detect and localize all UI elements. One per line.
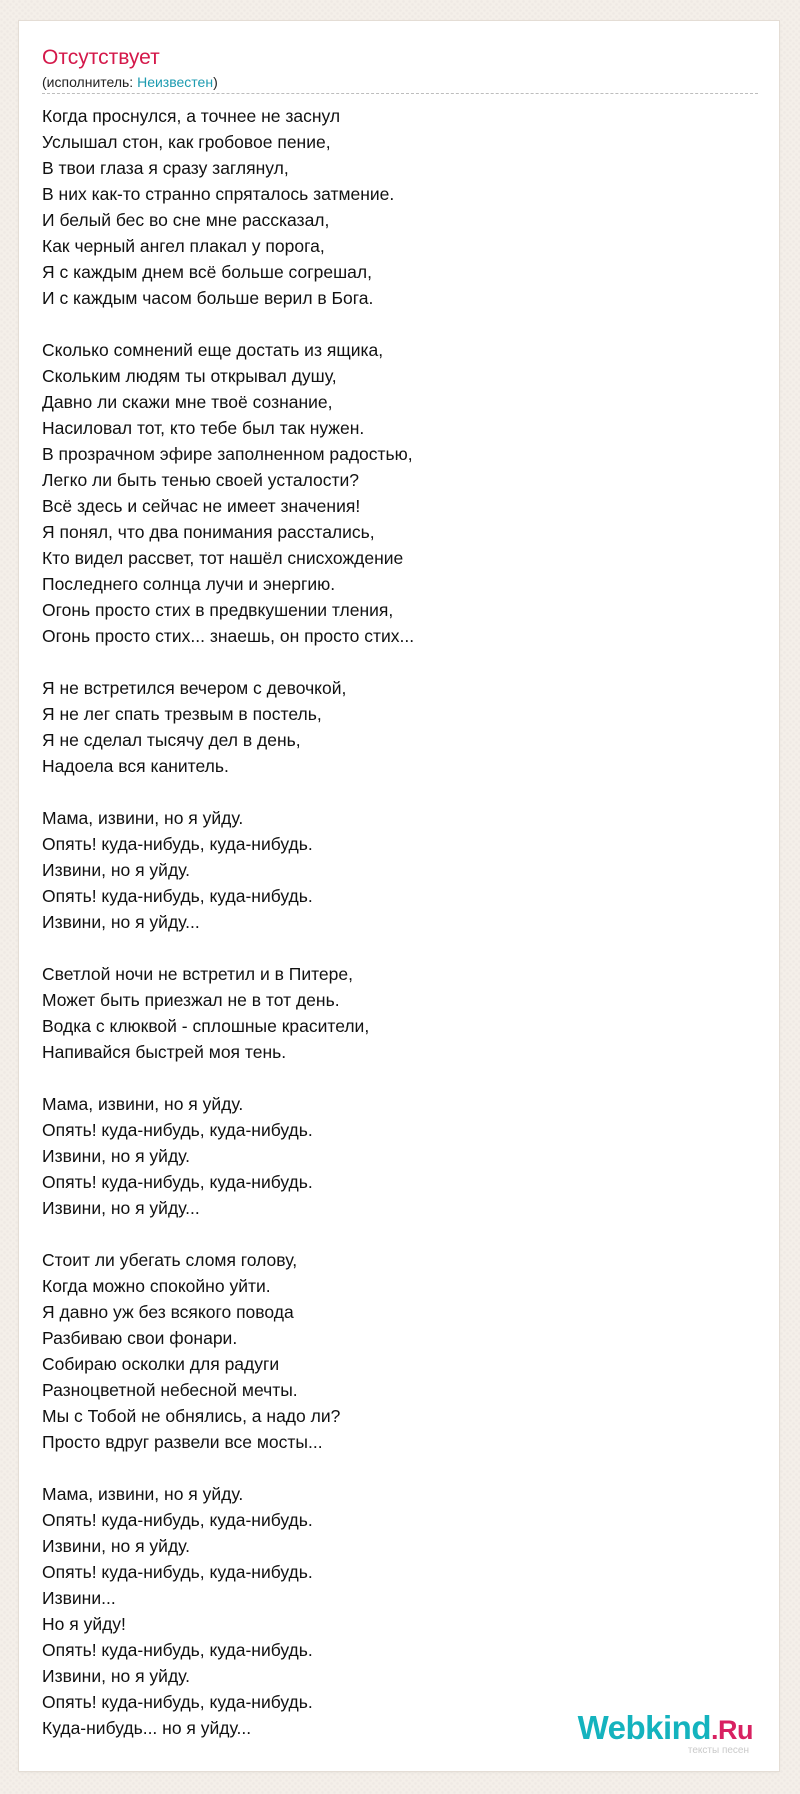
song-title: Отсутствует	[42, 46, 160, 69]
lyric-line: Извини...	[42, 1588, 116, 1608]
lyric-line: Я понял, что два понимания расстались,	[42, 522, 375, 542]
lyric-line: Опять! куда-нибудь, куда-нибудь.	[42, 1640, 313, 1660]
lyrics-stanza	[42, 103, 758, 311]
lyric-line: Собираю осколки для радуги	[42, 1354, 280, 1374]
lyric-line: Огонь просто стих... знаешь, он просто стих...	[42, 626, 415, 646]
lyrics-stanza	[42, 1481, 758, 1741]
lyric-line: Сколько сомнений еще достать из ящика,	[42, 340, 384, 360]
lyric-line: Светлой ночи не встретил и в Питере,	[42, 964, 353, 984]
lyrics-stanza	[42, 337, 758, 649]
lyric-line: Надоела вся канитель.	[42, 756, 229, 776]
lyric-line: Мама, извини, но я уйду.	[42, 1094, 244, 1114]
lyrics-stanza	[42, 961, 758, 1065]
header-divider	[42, 93, 758, 94]
lyric-line: Мы с Тобой не обнялись, а надо ли?	[42, 1406, 341, 1426]
logo-tagline: тексты песен	[687, 1745, 749, 1756]
lyric-line: Разбиваю свои фонари.	[42, 1328, 238, 1348]
lyric-line: Я не встретился вечером с девочкой,	[42, 678, 347, 698]
lyric-line: Опять! куда-нибудь, куда-нибудь.	[42, 1510, 313, 1530]
lyric-line: Огонь просто стих в предвкушении тления,	[42, 600, 394, 620]
lyric-line: Опять! куда-нибудь, куда-нибудь.	[42, 1120, 313, 1140]
lyric-line: Легко ли быть тенью своей усталости?	[42, 470, 360, 490]
lyric-line: Может быть приезжал не в тот день.	[42, 990, 340, 1010]
lyric-line: Я не сделал тысячу дел в день,	[42, 730, 301, 750]
artist-link[interactable]: Неизвестен	[137, 74, 214, 90]
lyric-line: Когда проснулся, а точнее не заснул	[42, 106, 341, 126]
lyric-line: Опять! куда-нибудь, куда-нибудь.	[42, 1562, 313, 1582]
lyric-line: Я не лег спать трезвым в постель,	[42, 704, 322, 724]
logo-wordmark	[578, 1710, 753, 1748]
lyric-line: Стоит ли убегать сломя голову,	[42, 1250, 298, 1270]
lyric-line: Водка с клюквой - сплошные красители,	[42, 1016, 370, 1036]
lyrics-card	[19, 21, 779, 1771]
lyric-line: И с каждым часом больше верил в Бога.	[42, 288, 374, 308]
lyric-line: Извини, но я уйду.	[42, 1666, 191, 1686]
lyric-line: Разноцветной небесной мечты.	[42, 1380, 298, 1400]
lyric-line: Я с каждым днем всё больше согрешал,	[42, 262, 372, 282]
lyric-line: Услышал стон, как гробовое пение,	[42, 132, 331, 152]
lyric-line: Я давно уж без всякого повода	[42, 1302, 294, 1322]
lyric-line: Последнего солнца лучи и энергию.	[42, 574, 336, 594]
lyric-line: И белый бес во сне мне рассказал,	[42, 210, 330, 230]
lyric-line: Извини, но я уйду.	[42, 1146, 191, 1166]
site-logo[interactable]	[578, 1710, 753, 1757]
lyric-line: Как черный ангел плакал у порога,	[42, 236, 325, 256]
lyric-line: В твои глаза я сразу заглянул,	[42, 158, 289, 178]
lyric-line: Извини, но я уйду...	[42, 912, 200, 932]
lyric-line: Опять! куда-нибудь, куда-нибудь.	[42, 1692, 313, 1712]
logo-tld-text: .Ru	[711, 1715, 753, 1745]
lyrics-stanza	[42, 1091, 758, 1221]
logo-main-text: Webkind	[577, 1709, 711, 1746]
lyrics-body	[42, 103, 758, 1767]
lyric-line: Напивайся быстрей моя тень.	[42, 1042, 287, 1062]
lyric-line: Насиловал тот, кто тебе был так нужен.	[42, 418, 365, 438]
lyric-line: Опять! куда-нибудь, куда-нибудь.	[42, 1172, 313, 1192]
lyric-line: Просто вдруг развели все мосты...	[42, 1432, 323, 1452]
lyric-line: Опять! куда-нибудь, куда-нибудь.	[42, 834, 313, 854]
lyric-line: Извини, но я уйду...	[42, 1198, 200, 1218]
lyric-line: Всё здесь и сейчас не имеет значения!	[42, 496, 361, 516]
lyric-line: Куда-нибудь... но я уйду...	[42, 1718, 252, 1738]
lyric-line: Скольким людям ты открывал душу,	[42, 366, 337, 386]
lyric-line: Мама, извини, но я уйду.	[42, 808, 244, 828]
lyrics-stanza	[42, 805, 758, 935]
lyric-line: Когда можно спокойно уйти.	[42, 1276, 271, 1296]
lyric-line: В них как-то странно спряталось затмение.	[42, 184, 395, 204]
artist-suffix: )	[213, 74, 218, 90]
lyric-line: Но я уйду!	[42, 1614, 126, 1634]
lyric-line: Давно ли скажи мне твоё сознание,	[42, 392, 333, 412]
artist-prefix: (исполнитель:	[42, 74, 138, 90]
lyrics-stanza	[42, 675, 758, 779]
lyric-line: Извини, но я уйду.	[42, 860, 191, 880]
lyric-line: Опять! куда-нибудь, куда-нибудь.	[42, 886, 313, 906]
lyrics-stanza	[42, 1247, 758, 1455]
lyric-line: Извини, но я уйду.	[42, 1536, 191, 1556]
lyric-line: Кто видел рассвет, тот нашёл снисхождение	[42, 548, 404, 568]
lyric-line: В прозрачном эфире заполненном радостью,	[42, 444, 413, 464]
lyric-line: Мама, извини, но я уйду.	[42, 1484, 244, 1504]
artist-line	[42, 73, 218, 91]
